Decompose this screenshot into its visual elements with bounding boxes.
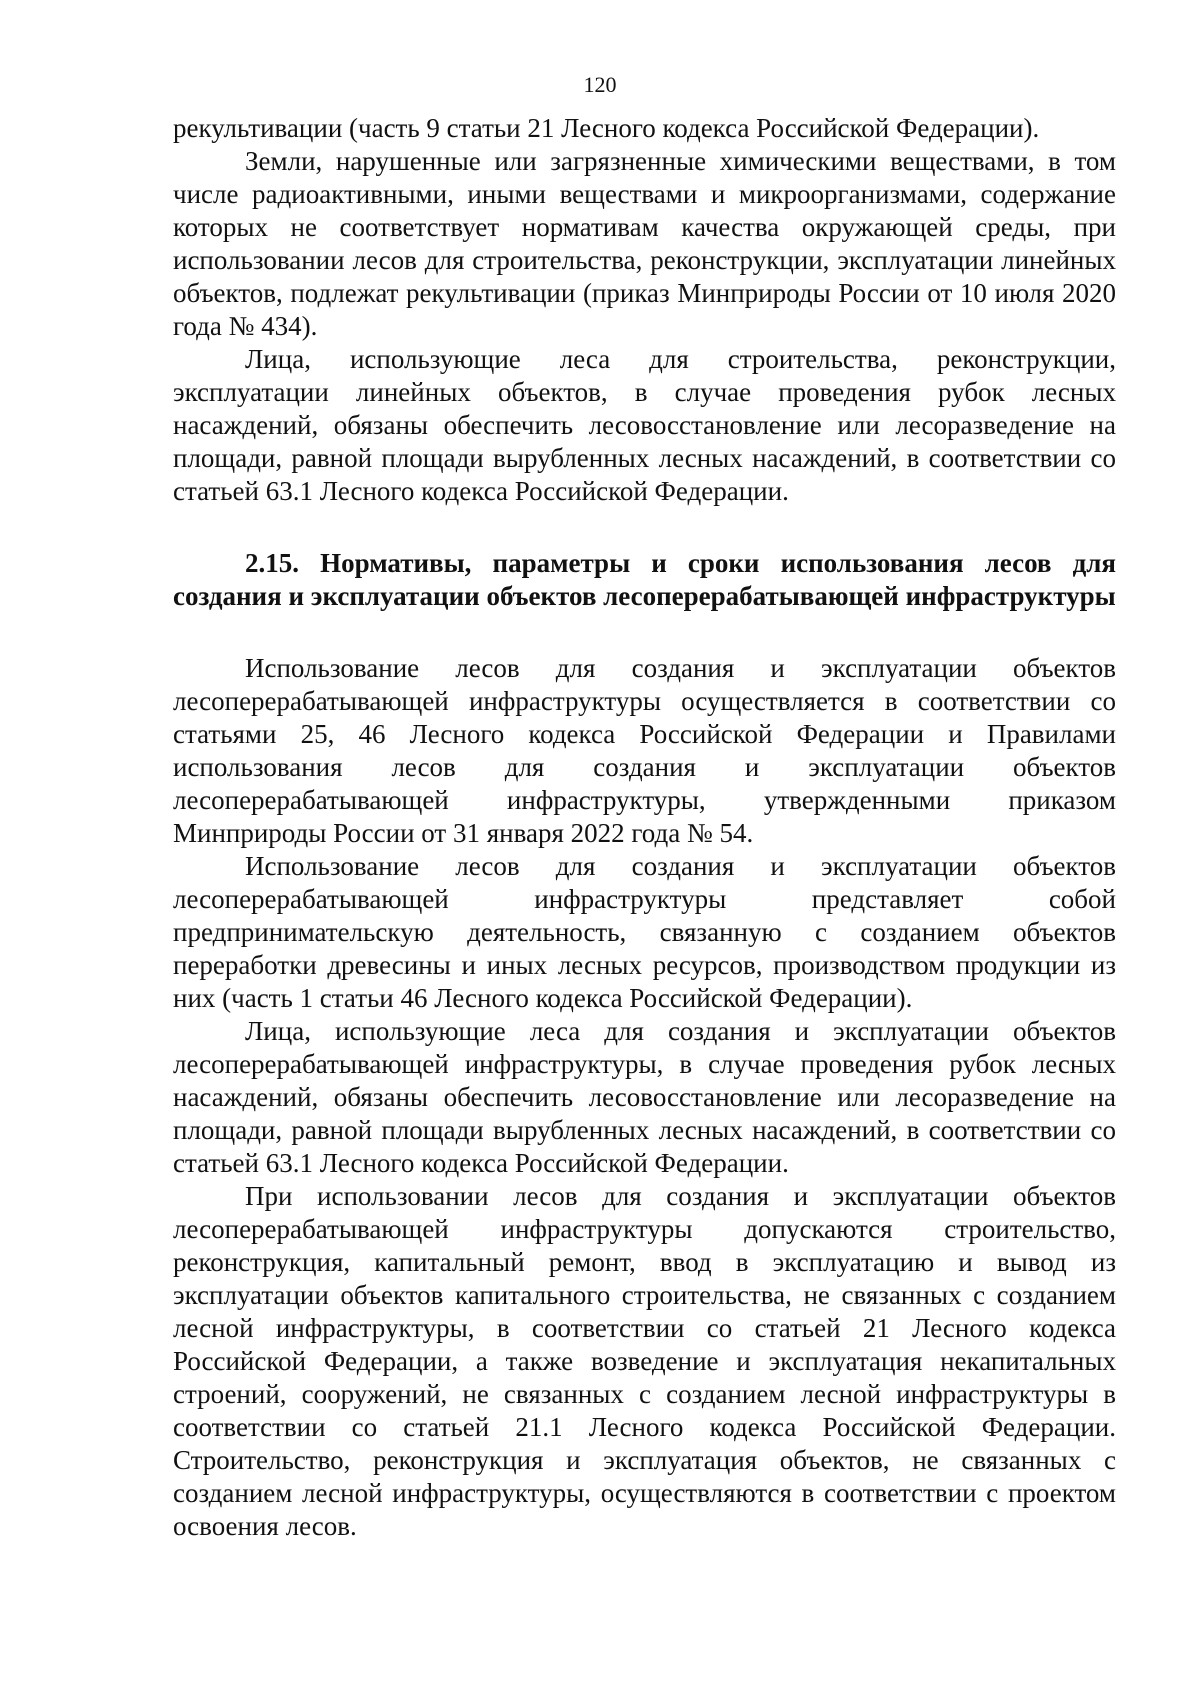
page-content [173,112,1116,1543]
paragraph: Использование лесов для создания и эксплуатации объектов лесоперерабатывающей инфраструктуры осуществляется в соответствии со статьями 25, 46 Лесного кодекса Российской Федерации и Правилами использования лесов для создания и эксплуатации объектов лесоперерабатывающей инфраструктуры, утвержденными приказом Минприроды России от 31 января 2022 года № 54. [173,653,1116,848]
page-number: 120 [583,72,617,97]
paragraph: Лица, использующие леса для строительства, реконструкции, эксплуатации линейных объектов, в случае проведения рубок лесных насаждений, обязаны обеспечить лесовосстановление или лесоразведение на площади, равной площади вырубленных лесных насаждений, в соответствии со статьей 63.1 Лесного кодекса Российской Федерации. [173,344,1116,506]
paragraph: Лица, использующие леса для создания и эксплуатации объектов лесоперерабатывающей инфраструктуры, в случае проведения рубок лесных насаждений, обязаны обеспечить лесовосстановление или лесоразведение на площади, равной площади вырубленных лесных насаждений, в соответствии со статьей 63.1 Лесного кодекса Российской Федерации. [173,1016,1116,1178]
section-heading: 2.15. Нормативы, параметры и сроки использования лесов для создания и эксплуатации объектов лесоперерабатывающей инфраструктуры [173,548,1116,611]
paragraph-continued: рекультивации (часть 9 статьи 21 Лесного кодекса Российской Федерации). [173,113,1040,143]
paragraph: При использовании лесов для создания и эксплуатации объектов лесоперерабатывающей инфраструктуры допускаются строительство, реконструкция, капитальный ремонт, ввод в эксплуатацию и вывод из эксплуатации объектов капитального строительства, не связанных с созданием лесной инфраструктуры, в соответствии со статьей 21 Лесного кодекса Российской Федерации, а также возведение и эксплуатация некапитальных строений, сооружений, не связанных с созданием лесной инфраструктуры в соответствии со статьей 21.1 Лесного кодекса Российской Федерации. Строительство, реконструкция и эксплуатация объектов, не связанных с созданием лесной инфраструктуры, осуществляются в соответствии с проектом освоения лесов. [173,1181,1116,1541]
paragraph: Земли, нарушенные или загрязненные химическими веществами, в том числе радиоактивными, иными веществами и микроорганизмами, содержание которых не соответствует нормативам качества окружающей среды, при использовании лесов для строительства, реконструкции, эксплуатации линейных объектов, подлежат рекультивации (приказ Минприроды России от 10 июля 2020 года № 434). [173,146,1116,341]
paragraph: Использование лесов для создания и эксплуатации объектов лесоперерабатывающей инфраструктуры представляет собой предпринимательскую деятельность, связанную с созданием объектов переработки древесины и иных лесных ресурсов, производством продукции из них (часть 1 статьи 46 Лесного кодекса Российской Федерации). [173,851,1116,1013]
